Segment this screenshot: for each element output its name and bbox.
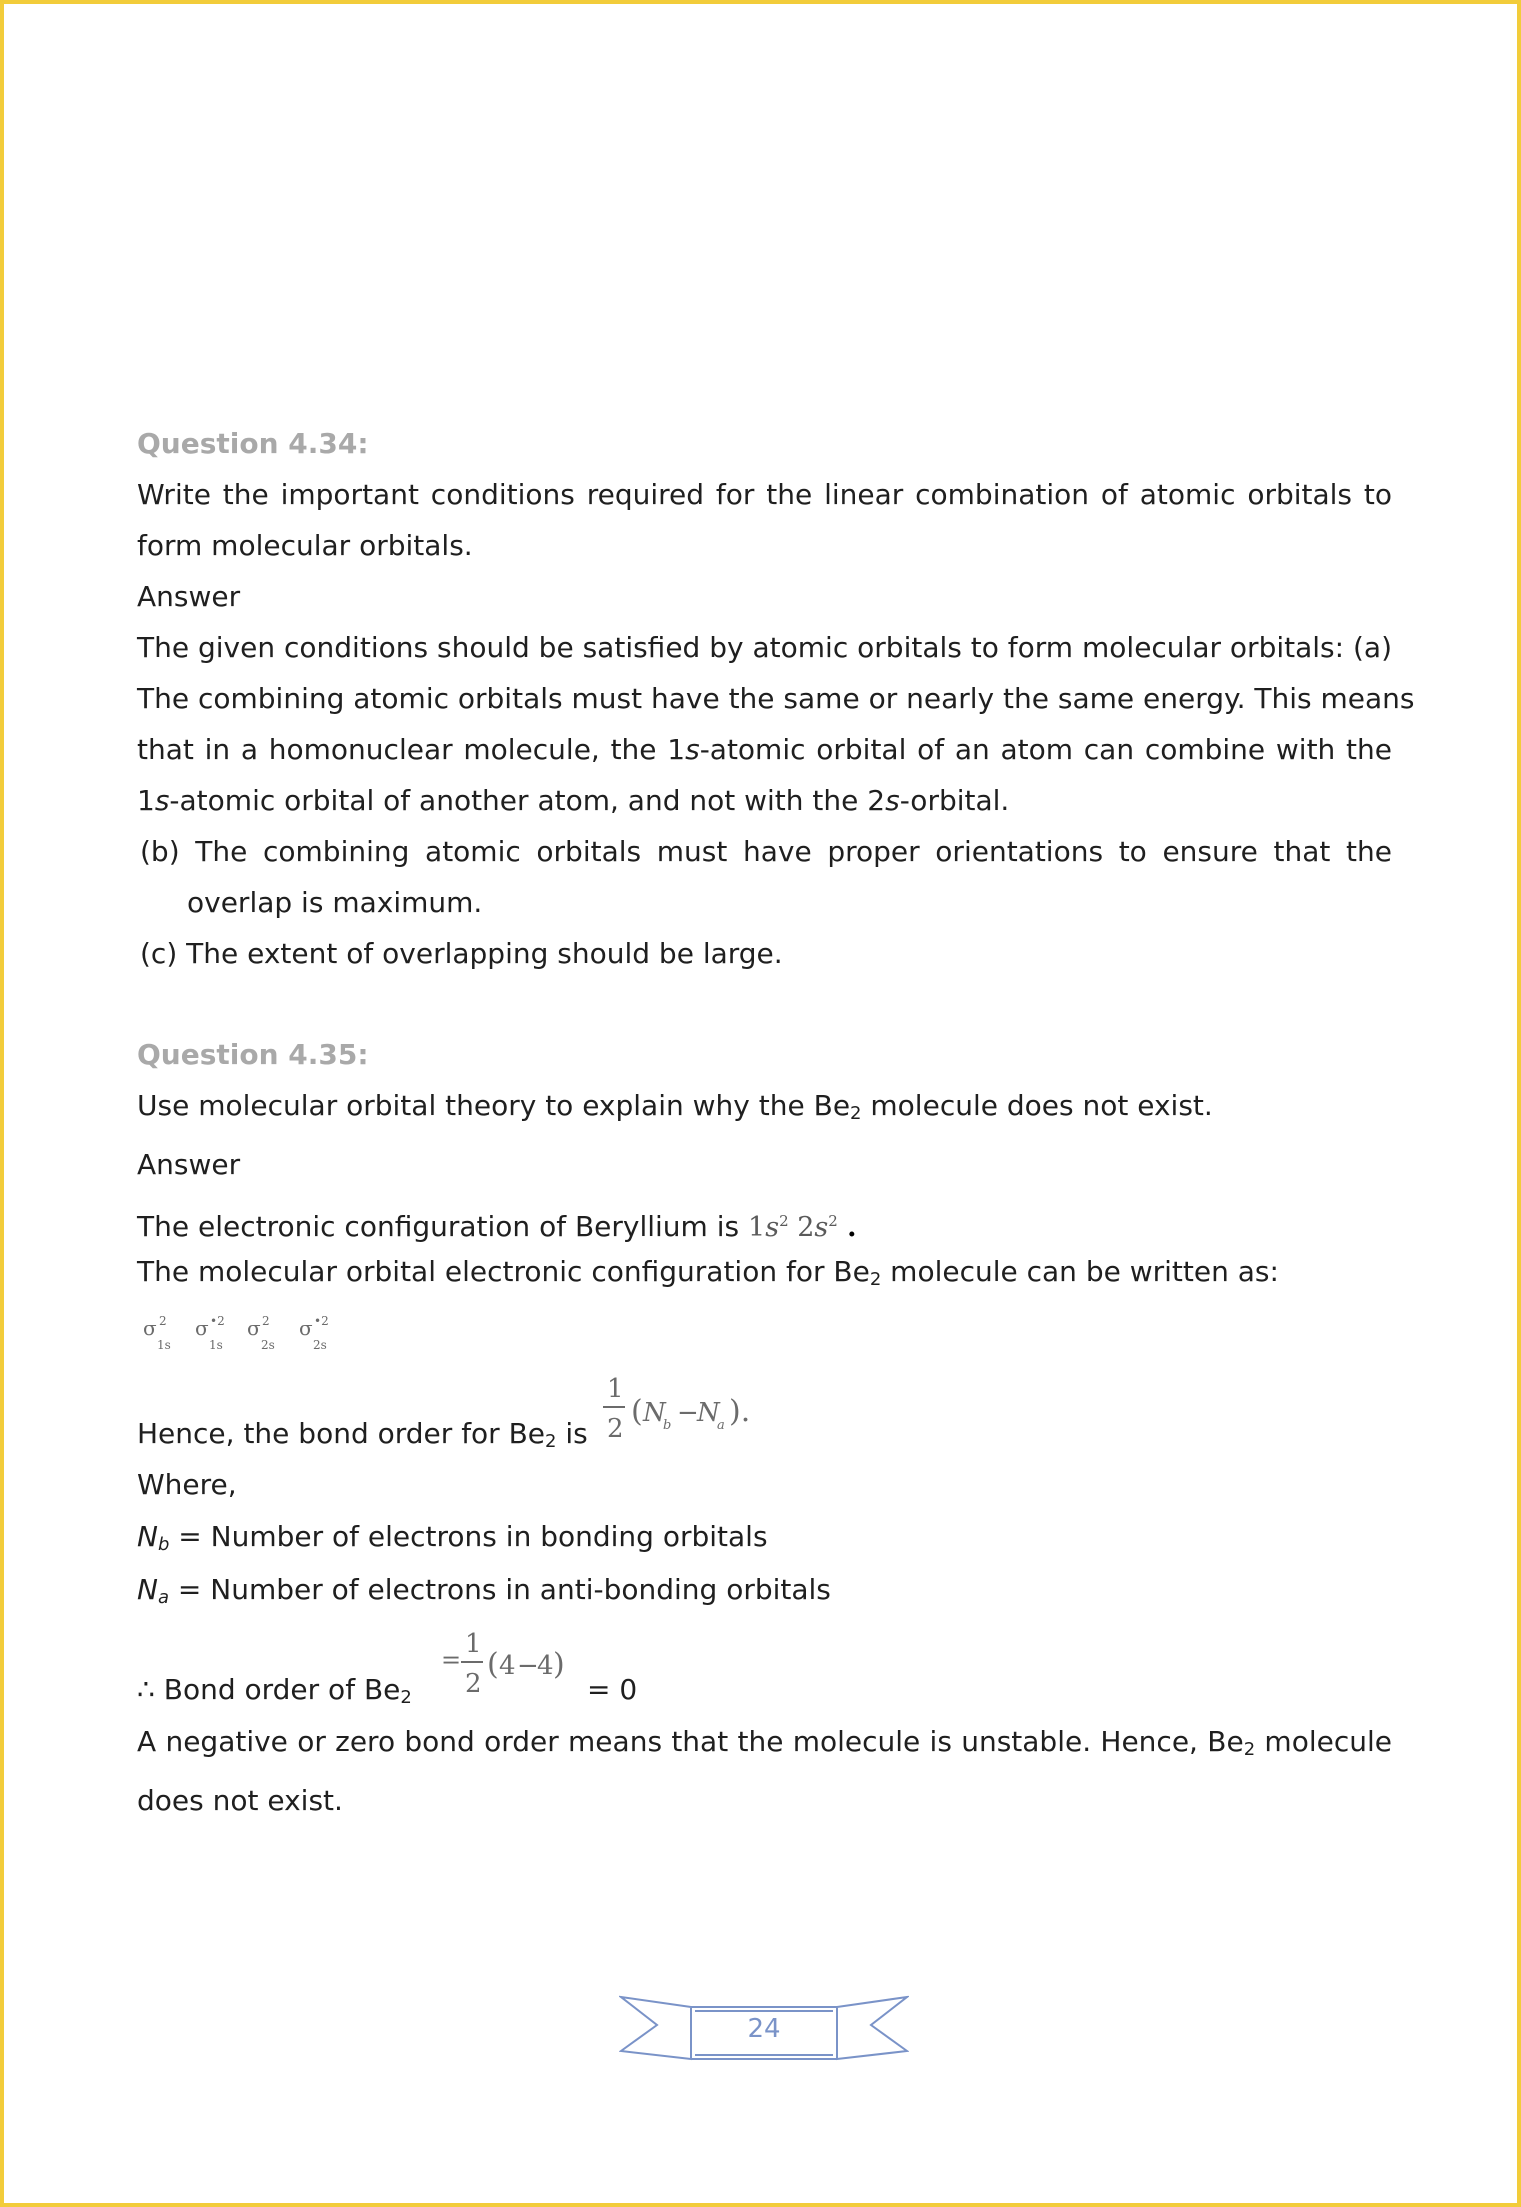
subscript-2: 2 [545, 1431, 557, 1452]
electronic-configuration-line [137, 1190, 1392, 1246]
subscript-2: 2 [869, 1269, 882, 1290]
bond-order-text [137, 1408, 588, 1467]
config-text: The electronic configuration of Beryllium is [137, 1210, 740, 1243]
content [137, 418, 1415, 1826]
svg-text:): ) [553, 1647, 565, 1682]
orbital-s-1: s [685, 733, 700, 766]
config-formula: $1s^2$ $2s^2$ . [748, 1212, 857, 1243]
question-4-34-text: Write the important conditions required for the linear combination of atomic orbitals to form molecular orbitals. [137, 478, 1392, 562]
question-4-35-title: Question 4.35: [137, 1038, 369, 1071]
svg-text:).: ). [729, 1394, 751, 1429]
answer-label-4-35: Answer [137, 1148, 241, 1181]
conclusion [137, 1716, 1392, 1826]
page-footer [619, 1989, 909, 2069]
nb-definition [137, 1510, 1392, 1563]
svg-text:1s: 1s [157, 1338, 171, 1352]
answer-4-34-line-3 [137, 724, 1392, 775]
bond-order-line [137, 1363, 1392, 1459]
answer-4-34-line-4 [137, 775, 1392, 826]
bond-order-result: = 0 [587, 1673, 638, 1706]
conclusion-b: molecule does not exist. [137, 1725, 1392, 1817]
nb-subscript: b [157, 1534, 170, 1555]
svg-text:4: 4 [537, 1651, 554, 1681]
svg-text:a: a [717, 1418, 725, 1433]
svg-text:=: = [441, 1646, 462, 1674]
orbital-s-3: s [885, 784, 900, 817]
bond-order-calc-text [137, 1664, 412, 1723]
answer-4-34-line-4a: 1 [137, 784, 155, 817]
svg-text:b: b [663, 1418, 672, 1433]
na-subscript: a [157, 1587, 169, 1608]
answer-4-34-line-2: The combining atomic orbitals must have the same or nearly the same energy. This means [137, 682, 1415, 715]
condition-c: (c) The extent of overlapping should be large. [140, 937, 783, 970]
question-4-35-text [137, 1080, 1392, 1139]
svg-text:N: N [697, 1398, 720, 1428]
mo-config-formula [137, 1305, 1392, 1363]
svg-text:2: 2 [262, 1314, 270, 1328]
svg-text:σ: σ [299, 1316, 313, 1340]
svg-text:−: − [677, 1398, 699, 1428]
condition-b: (b) The combining atomic orbitals must have proper orientations to ensure that the overlap is maximum. [140, 835, 1392, 919]
nb-symbol: N [137, 1520, 158, 1553]
answer-4-34-line-4b: -atomic orbital of another atom, and not with the 2 [169, 784, 886, 817]
answer-4-34-line-4c: -orbital. [899, 784, 1010, 817]
svg-text:σ: σ [195, 1316, 209, 1340]
orbital-s-2: s [154, 784, 170, 817]
answer-label-4-34: Answer [137, 580, 241, 613]
svg-text:2: 2 [607, 1414, 624, 1444]
answer-4-34-line-3b: -atomic orbital of an atom can combine with the [699, 733, 1392, 766]
conclusion-a: A negative or zero bond order means that the molecule is unstable. Hence, Be [137, 1725, 1244, 1758]
svg-text:σ: σ [247, 1316, 261, 1340]
bo-a: Bond order of Be [163, 1673, 401, 1706]
svg-text:•2: •2 [314, 1314, 329, 1328]
bond-order-calc [137, 1616, 1392, 1716]
question-4-34-title: Question 4.34: [137, 427, 369, 460]
bond-b: is [556, 1417, 588, 1450]
svg-text:2: 2 [465, 1669, 482, 1699]
answer-4-34-line-3a: that in a homonuclear molecule, the 1 [137, 733, 686, 766]
page-number: 24 [747, 2014, 781, 2044]
na-definition [137, 1563, 1392, 1616]
nb-text: = Number of electrons in bonding orbitals [169, 1520, 768, 1553]
svg-text:4: 4 [499, 1651, 516, 1681]
svg-text:(: ( [487, 1647, 499, 1682]
question-4-35-text-b: molecule does not exist. [861, 1089, 1213, 1122]
svg-text:2s: 2s [313, 1338, 327, 1352]
na-text: = Number of electrons in anti-bonding orbitals [168, 1573, 831, 1606]
mo-config-svg [137, 1305, 357, 1363]
subscript-2: 2 [400, 1687, 412, 1708]
svg-text:•2: •2 [210, 1314, 225, 1328]
mo-text-a: The molecular orbital electronic configuration for Be [137, 1255, 870, 1288]
svg-text:1: 1 [607, 1374, 624, 1404]
svg-text:2s: 2s [261, 1338, 275, 1352]
subscript-2: 2 [850, 1103, 862, 1124]
svg-text:N: N [643, 1398, 666, 1428]
answer-4-34-line-1: The given conditions should be satisfied by atomic orbitals to form molecular orbitals: (a) [137, 631, 1392, 664]
question-4-35-text-a: Use molecular orbital theory to explain why the Be [137, 1089, 851, 1122]
svg-text:σ: σ [143, 1316, 157, 1340]
bond-order-calc-formula [435, 1620, 595, 1710]
subscript-2: 2 [1243, 1739, 1256, 1760]
svg-text:1s: 1s [209, 1338, 223, 1352]
therefore-symbol: ∴ [137, 1673, 155, 1706]
where-label: Where, [137, 1468, 237, 1501]
svg-text:−: − [517, 1651, 539, 1681]
mo-config-line [137, 1246, 1392, 1305]
bond-a: Hence, the bond order for Be [137, 1417, 546, 1450]
bond-order-formula [599, 1363, 799, 1453]
svg-text:(: ( [631, 1394, 643, 1429]
mo-text-b: molecule can be written as: [881, 1255, 1279, 1288]
svg-text:2: 2 [159, 1314, 167, 1328]
svg-text:1: 1 [465, 1629, 482, 1659]
na-symbol: N [137, 1573, 158, 1606]
